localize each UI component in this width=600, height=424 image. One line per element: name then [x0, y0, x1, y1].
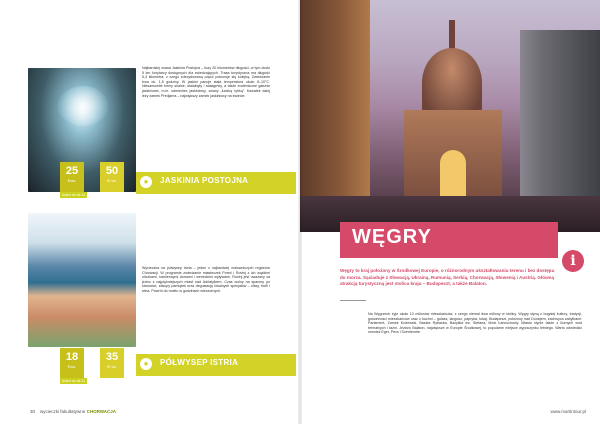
price-value: 35 — [105, 351, 119, 363]
country-description: Na Węgrzech żyje około 10 milionów mieszkańców, z czego niemal dwa miliony w stolicy. Węgry słyną z bogatej kultury, tradycji, gościnności mieszkańców oraz z kuchni – gulasz, langosz, papryka, tokaj. Budapeszt, położony nad Dunajem, zachwyca zabytkami: Parlament, Zamek Królewski, Baszta Rybacka, Bazylika św. Stefana, Most Łańcuchowy. Miasto słynie także z licznych wód termalnych i łaźni. Jezioro Balaton, największe w Europie Środkowej, to popularne miejsce wypoczynku letniego. Warto odwiedzić również Eger, Pécs i Szentendre. — [368, 312, 582, 335]
divider — [340, 300, 366, 301]
cave-light — [58, 86, 108, 126]
book-spine — [298, 0, 302, 424]
price-value: 50 — [105, 165, 119, 177]
left-footer — [30, 409, 116, 414]
page-number: 30 — [30, 409, 36, 414]
attraction-description: Wycieczka na półwysep Istria – jeden z najbardziej malowniczych regionów Chorwacji. W programie zwiedzanie miasteczek Poreč i Rovinj z ich wąskimi uliczkami, kamiennymi domami i weneckimi wpływami. Rovinj jest uważany za jedno z najpiękniejszych miast nad Adriatykiem. Czas wolny na spacery po starówce, zakupy pamiątek oraz degustację lokalnych specjałów – oliwy, trufli i wina. Powrót do hotelu w godzinach wieczornych. — [142, 266, 270, 293]
price-value: 18 — [65, 351, 79, 363]
location-pin-icon: ● — [140, 176, 152, 188]
location-pin-icon: ● — [140, 358, 152, 370]
price-unit: €/ os. — [107, 364, 117, 369]
basilica-dome — [422, 48, 482, 118]
price-badge-adults — [100, 348, 124, 378]
country-lead: Węgry to kraj położony w Środkowej Europie, o różnorodnym ukształtowaniu terenu i bez dostępu do morza. Sąsiaduje z Słowacją, Ukrainą, Rumunią, Serbią, Chorwacją, Słowenią i Austrią. Główną atrakcją turystyczną jest stolica kraju – Budapeszt, a także Balaton. — [340, 268, 555, 287]
right-page — [300, 0, 600, 424]
country-title-band — [340, 222, 558, 258]
istria-photo — [28, 213, 136, 347]
attraction-description: Najbardziej znana Jaskinia Postojna – liczy 20 kilometrów długości, w tym około 5 km korytarzy dostępnych dla zwiedzających. Trasa turystyczna ma długość 5,3 kilometra, z czego zdecydowaną część pokonuje się kolejką. Zwiedzanie trwa ok. 1,5 godziny. W jaskini panuje stała temperatura około 8–10°C. Niesamowite formy skalne, stalaktyty i stalagmity, a także endemiczne gatunki jaskiniowe, m.in. odmieniec jaskiniowy, zwany „ludzką rybką”. Kawałek dalej leży zamek Predjama – największy zamek jaskiniowy na świecie. — [142, 66, 270, 98]
footer-section: wycieczki fakultatywne — [40, 409, 86, 414]
price-unit: €/os. — [67, 178, 77, 183]
attraction-title: PÓŁWYSEP ISTRIA — [160, 358, 239, 367]
price-badge-children — [60, 162, 84, 192]
attraction-title-band — [136, 172, 296, 194]
price-unit: €/os. — [67, 364, 77, 369]
country-title: WĘGRY — [352, 226, 432, 248]
attraction-title-band — [136, 354, 296, 376]
children-age-tag: dzieci do lat 11 — [62, 379, 86, 383]
basilica-spire — [449, 20, 455, 50]
info-icon: i — [562, 250, 584, 272]
price-badge-children — [60, 348, 84, 378]
children-age-tag: dzieci do lat 11 — [62, 193, 86, 197]
attraction-title: JASKINIA POSTOJNA — [160, 176, 249, 185]
budapest-basilica-photo — [300, 0, 600, 232]
basilica-portal — [440, 150, 466, 200]
price-unit: €/ os. — [107, 178, 117, 183]
price-value: 25 — [65, 165, 79, 177]
footer-url: www.martintour.pl — [550, 409, 586, 414]
price-badge-adults — [100, 162, 124, 192]
footer-country: CHORWACJA — [86, 409, 116, 414]
